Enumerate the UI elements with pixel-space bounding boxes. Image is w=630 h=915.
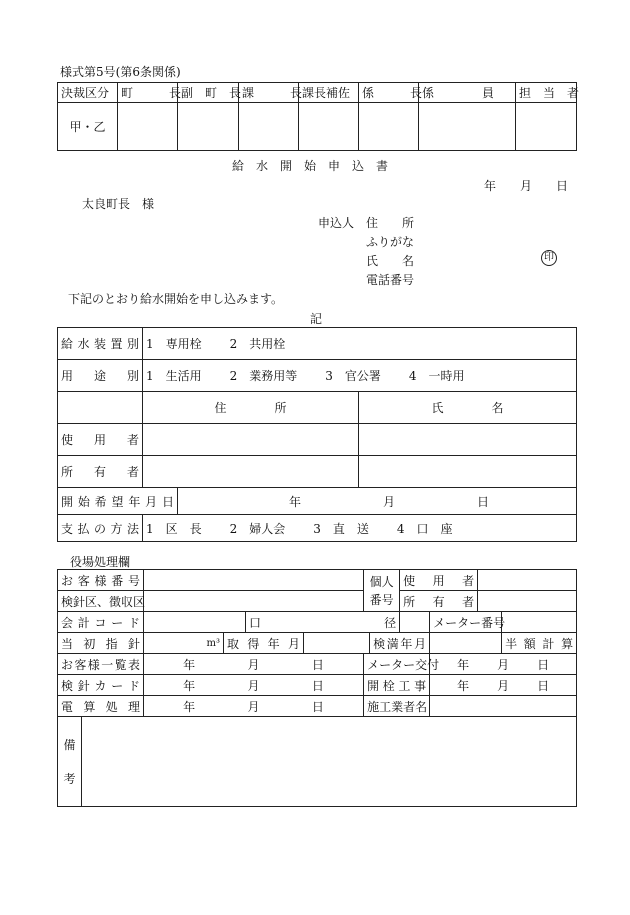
addressee: 太良町長 様 xyxy=(82,197,155,211)
option[interactable]: 1 生活用 xyxy=(146,369,202,383)
stamp-cell[interactable] xyxy=(178,103,239,151)
date-day: 日 xyxy=(556,179,569,193)
option[interactable]: 4 一時用 xyxy=(408,369,465,383)
inspection-field[interactable] xyxy=(430,633,502,654)
inspection-label: 検満年月 xyxy=(370,633,430,654)
initial-reading-label: 当初指針 xyxy=(58,633,144,654)
user-address-field[interactable] xyxy=(143,424,359,456)
date-year: 年 xyxy=(289,494,302,509)
meter-issue-date[interactable] xyxy=(430,654,577,675)
date-year: 年 xyxy=(183,678,196,693)
approval-header: 担 当 者 xyxy=(516,83,577,103)
user-name-field[interactable] xyxy=(359,424,577,456)
applicant-prefix: 申込人 xyxy=(318,216,355,230)
payment-options[interactable] xyxy=(143,515,577,542)
date-month: 月 xyxy=(247,678,260,693)
col-address: 住 所 xyxy=(143,392,359,424)
meter-no-field[interactable] xyxy=(502,612,577,633)
approval-header: 課 長 xyxy=(239,83,299,103)
kei-label: 径 xyxy=(384,615,397,630)
option[interactable]: 2 共用栓 xyxy=(229,337,286,351)
acquire-label: 取得年月 xyxy=(224,633,304,654)
date-year: 年 xyxy=(457,678,470,693)
contractor-field[interactable] xyxy=(430,696,577,717)
customer-no-label: お客様番号 xyxy=(58,570,144,591)
office-heading: 役場処理欄 xyxy=(70,555,131,569)
option[interactable]: 2 業務用等 xyxy=(229,369,298,383)
customer-no-field[interactable] xyxy=(144,570,364,591)
date-day: 日 xyxy=(537,678,550,693)
remarks-char: 考 xyxy=(63,771,76,786)
date-year: 年 xyxy=(183,699,196,714)
date-month: 月 xyxy=(383,494,396,509)
account-code-label: 会計コード xyxy=(58,612,144,633)
option[interactable]: 3 官公署 xyxy=(325,369,381,383)
stamp-cell[interactable] xyxy=(118,103,178,151)
date-day: 日 xyxy=(311,657,324,672)
date-month: 月 xyxy=(247,657,260,672)
kou-label: 口 xyxy=(249,615,262,630)
stamp-cell[interactable] xyxy=(419,103,516,151)
approval-table xyxy=(57,82,580,151)
remarks-char: 備 xyxy=(63,737,76,752)
payment-label: 支払の方法 xyxy=(58,515,143,542)
account-code-field[interactable] xyxy=(144,612,246,633)
kei-field[interactable] xyxy=(400,612,430,633)
office-table xyxy=(57,569,577,807)
applicant-address-label: 住 所 xyxy=(366,216,415,230)
date-day: 日 xyxy=(537,657,550,672)
applicant-furigana-label: ふりがな xyxy=(366,235,415,249)
col-name: 氏 名 xyxy=(359,392,577,424)
owner-address-field[interactable] xyxy=(143,456,359,488)
meter-issue-label: メーター交付 xyxy=(364,654,430,675)
date-month: 月 xyxy=(497,678,510,693)
main-table xyxy=(57,327,577,542)
kenshin-field[interactable] xyxy=(144,591,364,612)
user-field[interactable] xyxy=(478,570,577,591)
ki-label: 記 xyxy=(310,312,323,326)
stamp-cell[interactable] xyxy=(516,103,577,151)
use-label: 用途別 xyxy=(58,360,143,392)
page-title: 給 水 開 始 申 込 書 xyxy=(232,159,389,173)
stamp-cell[interactable] xyxy=(359,103,419,151)
half-calc-label: 半額計算 xyxy=(502,633,577,654)
form-id: 様式第5号(第6条関係) xyxy=(60,65,181,79)
date-year: 年 xyxy=(183,657,196,672)
stamp-cell[interactable] xyxy=(239,103,299,151)
option[interactable]: 2 婦人会 xyxy=(229,521,286,536)
meter-card-date[interactable] xyxy=(144,675,364,696)
date-month: 月 xyxy=(520,179,533,193)
personal-number-label xyxy=(364,570,400,612)
acquire-field[interactable] xyxy=(304,633,370,654)
remarks-field[interactable] xyxy=(82,717,577,807)
customer-list-label: お客様一覧表 xyxy=(58,654,144,675)
number-label: 番号 xyxy=(369,592,394,607)
owner-label: 所有者 xyxy=(58,456,143,488)
start-date-field[interactable] xyxy=(178,488,577,515)
approval-header: 係 長 xyxy=(359,83,419,103)
date-month: 月 xyxy=(247,699,260,714)
option[interactable]: 3 直 送 xyxy=(313,521,369,536)
remarks-label xyxy=(58,717,82,807)
user-label: 使用者 xyxy=(58,424,143,456)
open-work-label: 開栓工事 xyxy=(364,675,430,696)
blank-cell xyxy=(58,392,143,424)
intro-text: 下記のとおり給水開始を申し込みます。 xyxy=(68,292,284,306)
start-label: 開始希望年月日 xyxy=(58,488,178,515)
contractor-label: 施工業者名 xyxy=(364,696,430,717)
meter-no-label: メーター番号 xyxy=(430,612,502,633)
option[interactable]: 4 口 座 xyxy=(396,521,453,536)
owner-label: 所有者 xyxy=(400,591,478,612)
applicant-name-label: 氏 名 xyxy=(366,254,415,268)
applicant-phone-label: 電話番号 xyxy=(366,273,415,287)
personal-label: 個人 xyxy=(369,574,394,589)
kou-kei-label xyxy=(246,612,400,633)
approval-header: 係 員 xyxy=(419,83,516,103)
stamp-cell[interactable] xyxy=(299,103,359,151)
date-year: 年 xyxy=(484,179,497,193)
date-month: 月 xyxy=(497,657,510,672)
date-year: 年 xyxy=(457,657,470,672)
supply-options[interactable] xyxy=(143,328,577,360)
approval-header: 課長補佐 xyxy=(299,83,359,103)
approval-header: 副 町 長 xyxy=(178,83,239,103)
date-day: 日 xyxy=(477,494,490,509)
owner-field[interactable] xyxy=(478,591,577,612)
owner-name-field[interactable] xyxy=(359,456,577,488)
user-label: 使用者 xyxy=(400,570,478,591)
m3-unit: m³ xyxy=(144,633,224,654)
use-options[interactable] xyxy=(143,360,577,392)
meter-card-label: 検針カード xyxy=(58,675,144,696)
option[interactable]: 1 区 長 xyxy=(146,521,202,536)
date-day: 日 xyxy=(311,699,324,714)
kubun-value: 甲・乙 xyxy=(58,103,118,151)
approval-header: 町 長 xyxy=(118,83,178,103)
open-work-date[interactable] xyxy=(430,675,577,696)
computing-label: 電算処理 xyxy=(58,696,144,717)
kenshin-label: 検針区、徴収区 xyxy=(58,591,144,612)
computing-date[interactable] xyxy=(144,696,364,717)
approval-header: 決裁区分 xyxy=(58,83,118,103)
option[interactable]: 1 専用栓 xyxy=(146,337,202,351)
seal-icon: 印 xyxy=(541,250,557,266)
supply-label: 給水装置別 xyxy=(58,328,143,360)
customer-list-date[interactable] xyxy=(144,654,364,675)
date-day: 日 xyxy=(311,678,324,693)
